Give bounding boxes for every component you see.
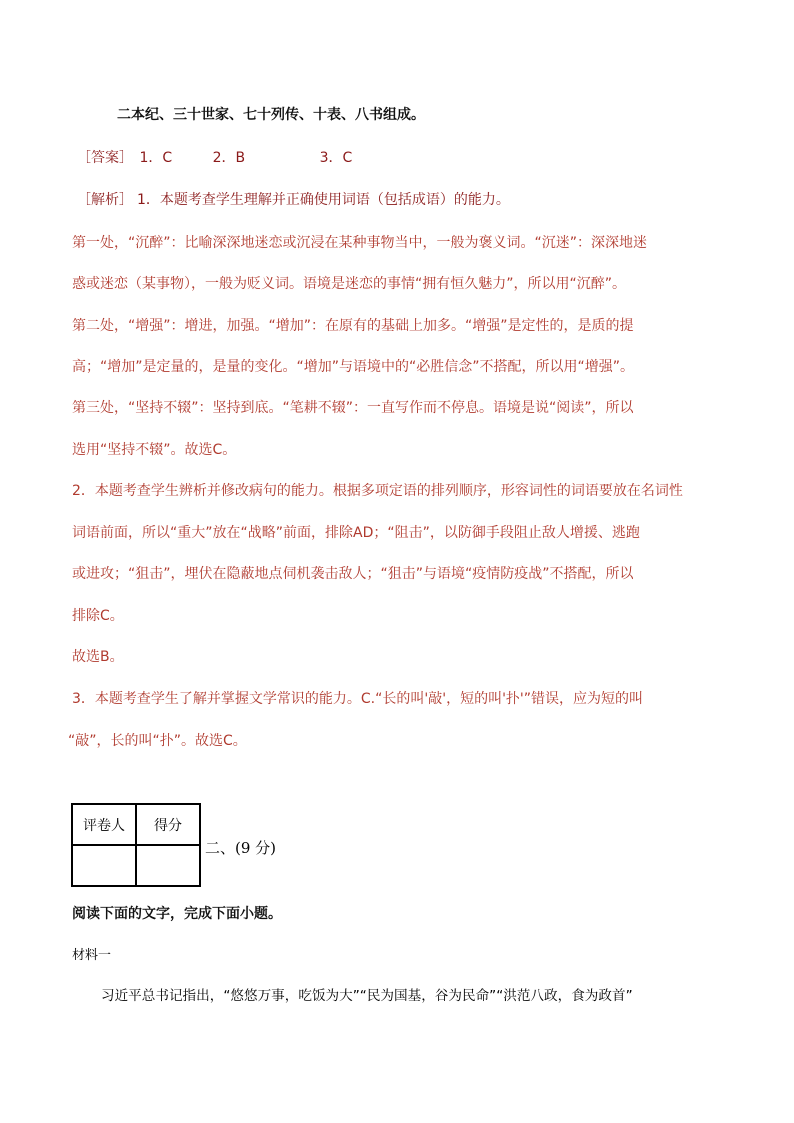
answer-item-2: 2．B	[212, 150, 246, 166]
answer-row	[77, 148, 352, 168]
analysis-line: 2．本题考查学生辨析并修改病句的能力。根据多项定语的排列顺序，形容词性的词语要放在名词性	[72, 483, 683, 499]
analysis-line: 高；“增加”是定量的，是量的变化。“增加”与语境中的“必胜信念”不搭配，所以用“增强”。	[72, 359, 635, 375]
analysis-intro-row	[77, 190, 510, 210]
analysis-line: 第二处，“增强”：增进，加强。“增加”：在原有的基础上加多。“增强”是定性的，是质的提	[72, 318, 634, 334]
analysis-line: 第三处，“坚持不辍”：坚持到底。“笔耕不辍”：一直写作而不停息。语境是说“阅读”，所以	[72, 400, 634, 416]
analysis-line: 故选B。	[72, 649, 124, 665]
score-cell-grader[interactable]	[72, 845, 136, 886]
top-line: 二本纪、三十世家、七十列传、十表、八书组成。	[117, 107, 425, 123]
analysis-label: ［解析］	[77, 192, 133, 208]
score-header-score: 得分	[136, 804, 200, 845]
answer-item-1: 1．C	[139, 150, 173, 166]
section-instruction: 阅读下面的文字，完成下面小题。	[72, 906, 282, 922]
material-label: 材料一	[72, 948, 112, 963]
analysis-intro: 1．本题考查学生理解并正确使用词语（包括成语）的能力。	[137, 192, 510, 208]
analysis-line: 第一处，“沉醉”：比喻深深地迷恋或沉浸在某种事物当中，一般为褒义词。“沉迷”：深深地迷	[72, 235, 648, 251]
answer-item-3: 3．C	[319, 150, 353, 166]
score-header-grader: 评卷人	[72, 804, 136, 845]
score-table	[71, 803, 201, 887]
analysis-line: 或进攻；“狙击”，埋伏在隐蔽地点伺机袭击敌人；“狙击”与语境“疫情防疫战”不搭配，所以	[72, 566, 634, 582]
analysis-line: “敲”，长的叫“扑”。故选C。	[68, 733, 247, 749]
analysis-line: 惑或迷恋（某事物），一般为贬义词。语境是迷恋的事情“拥有恒久魅力”，所以用“沉醉”。	[72, 276, 627, 292]
analysis-line: 3．本题考查学生了解并掌握文学常识的能力。C.“长的叫'敲'，短的叫'扑'”错误，应为短的叫	[72, 691, 644, 707]
analysis-line: 词语前面，所以“重大”放在“战略”前面，排除AD；“阻击”，以防御手段阻止敌人增援、逃跑	[72, 525, 640, 541]
score-cell-score[interactable]	[136, 845, 200, 886]
analysis-line: 排除C。	[72, 608, 124, 624]
material-first-line: 习近平总书记指出，“悠悠万事，吃饭为大”“民为国基，谷为民命”“洪范八政，食为政首”	[101, 988, 633, 1004]
section-title: 二、(9 分)	[205, 839, 277, 857]
analysis-line: 选用“坚持不辍”。故选C。	[72, 442, 237, 458]
answer-label: ［答案］	[77, 150, 133, 166]
